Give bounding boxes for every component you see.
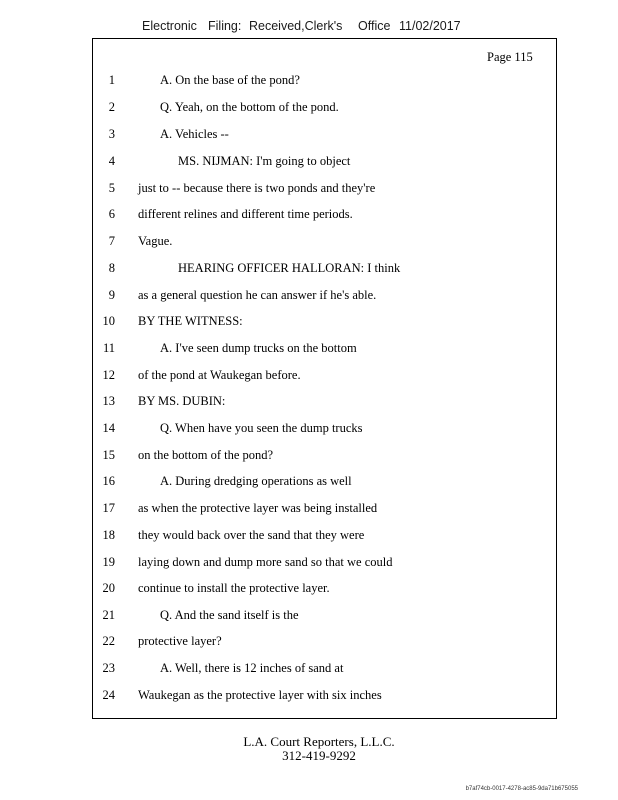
line-number: 5 — [108, 181, 115, 195]
transcript-line — [0, 127, 560, 145]
line-text: protective layer? — [138, 634, 222, 648]
transcript-line — [0, 501, 560, 519]
line-text: A. Vehicles -- — [160, 127, 229, 141]
line-text: HEARING OFFICER HALLORAN: I think — [178, 261, 401, 275]
line-text: Vague. — [138, 234, 173, 248]
line-text: Waukegan as the protective layer with six inches — [138, 688, 382, 702]
filing-header-filing: Filing: — [208, 19, 242, 33]
document-id: b7af74cb-0017-4278-ac85-9da71b675055 — [465, 786, 578, 792]
transcript-line — [0, 661, 560, 679]
line-text: on the bottom of the pond? — [138, 448, 274, 462]
court-reporter-name: L.A. Court Reporters, L.L.C. — [243, 734, 395, 749]
line-number: 9 — [108, 288, 115, 302]
transcript-line — [0, 688, 560, 706]
line-number: 12 — [102, 368, 115, 382]
line-text: Q. When have you seen the dump trucks — [160, 421, 363, 435]
line-text: A. Well, there is 12 inches of sand at — [160, 661, 344, 675]
line-number: 17 — [102, 501, 115, 515]
line-text: A. On the base of the pond? — [160, 73, 300, 87]
line-text: MS. NIJMAN: I'm going to object — [178, 154, 351, 168]
transcript-line — [0, 368, 560, 386]
transcript-line — [0, 474, 560, 492]
line-text: BY THE WITNESS: — [138, 314, 243, 328]
line-text: of the pond at Waukegan before. — [138, 368, 301, 382]
line-number: 1 — [108, 73, 115, 87]
transcript-line — [0, 261, 560, 279]
page-number: Page 115 — [487, 50, 533, 64]
line-number: 24 — [102, 688, 115, 702]
line-number: 21 — [102, 608, 115, 622]
filing-header-electronic: Electronic — [142, 19, 197, 33]
line-text: as a general question he can answer if he's able. — [138, 288, 377, 302]
line-number: 7 — [108, 234, 115, 248]
line-text: Q. Yeah, on the bottom of the pond. — [160, 100, 339, 114]
line-number: 10 — [102, 314, 115, 328]
filing-header-received: Received,Clerk's — [249, 19, 343, 33]
transcript-line — [0, 288, 560, 306]
transcript-line — [0, 421, 560, 439]
line-number: 19 — [102, 555, 115, 569]
transcript-line — [0, 581, 560, 599]
transcript-line — [0, 154, 560, 172]
filing-header-date: 11/02/2017 — [399, 19, 461, 33]
court-reporter-phone: 312-419-9292 — [282, 748, 356, 763]
line-number: 14 — [102, 421, 115, 435]
line-text: just to -- because there is two ponds and they're — [138, 181, 376, 195]
line-number: 23 — [102, 661, 115, 675]
transcript-line — [0, 207, 560, 225]
transcript-line — [0, 608, 560, 626]
line-number: 20 — [102, 581, 115, 595]
transcript-line — [0, 73, 560, 91]
transcript-line — [0, 234, 560, 252]
line-number: 13 — [102, 394, 115, 408]
line-text: continue to install the protective layer. — [138, 581, 330, 595]
line-text: Q. And the sand itself is the — [160, 608, 299, 622]
transcript-line — [0, 555, 560, 573]
line-text: they would back over the sand that they were — [138, 528, 365, 542]
line-number: 22 — [102, 634, 115, 648]
transcript-line — [0, 181, 560, 199]
line-number: 16 — [102, 474, 115, 488]
line-text: laying down and dump more sand so that we could — [138, 555, 393, 569]
line-text: A. I've seen dump trucks on the bottom — [160, 341, 357, 355]
transcript-line — [0, 314, 560, 332]
filing-header-office: Office — [358, 19, 391, 33]
line-text: different relines and different time periods. — [138, 207, 353, 221]
line-number: 8 — [108, 261, 115, 275]
transcript-line — [0, 448, 560, 466]
line-number: 4 — [108, 154, 115, 168]
line-number: 11 — [102, 341, 115, 355]
line-number: 18 — [102, 528, 115, 542]
line-number: 3 — [108, 127, 115, 141]
transcript-line — [0, 634, 560, 652]
transcript-line — [0, 341, 560, 359]
line-text: BY MS. DUBIN: — [138, 394, 226, 408]
transcript-line — [0, 100, 560, 118]
line-number: 2 — [108, 100, 115, 114]
line-text: as when the protective layer was being installed — [138, 501, 378, 515]
line-number: 6 — [108, 207, 115, 221]
line-text: A. During dredging operations as well — [160, 474, 352, 488]
transcript-line — [0, 394, 560, 412]
line-number: 15 — [102, 448, 115, 462]
transcript-line — [0, 528, 560, 546]
